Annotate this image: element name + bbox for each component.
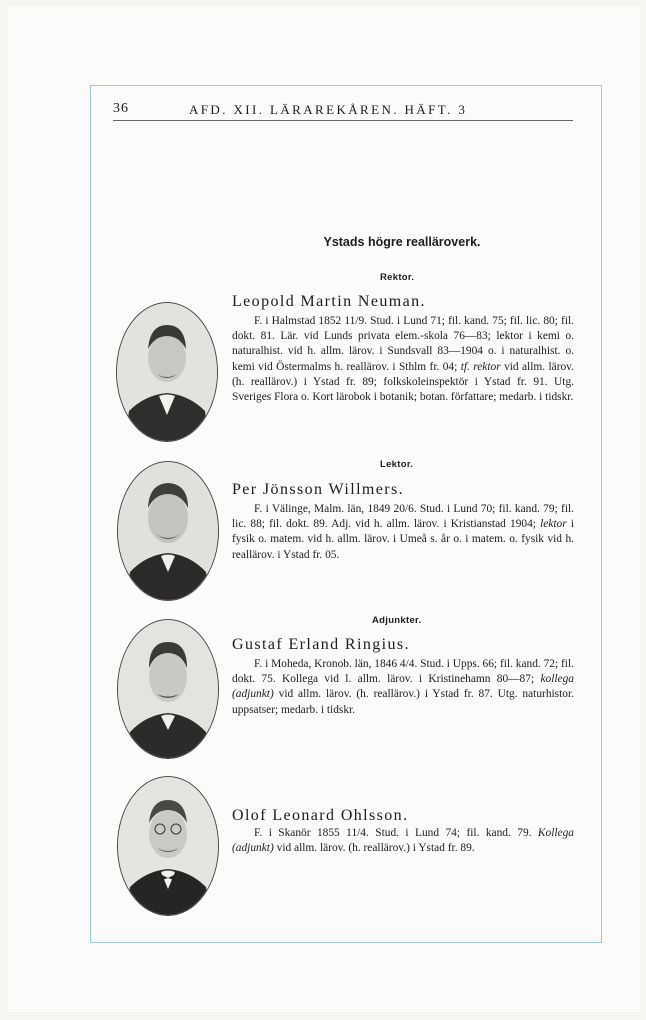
portrait-photo-ohlsson (117, 776, 219, 916)
person-bio-neuman: F. i Halmstad 1852 11/9. Stud. i Lund 71; fil. kand. 75; fil. lic. 80; fil. dokt. 81. Lär. vid Lunds privata elem.-skola 76—83; lektor i kemi o. naturalhist. vid h. allm. lärov. i Sundsvall 83—1904 o. i naturalhist. o. kemi vid Östermalms h. reallärov. i Sthlm fr. 04; tf. rektor vid allm. lärov. (h. reallärov.) i Ystad fr. 89; folkskoleinspektör i Ystad fr. 91. Utg. Sveriges Flora o. Kort lärobok i botanik; botan. författare; medarb. i tidskr. (232, 315, 574, 404)
person-name-willmers: Per Jönsson Willmers. (232, 481, 405, 498)
portrait-photo-willmers (117, 461, 219, 601)
person-bio-ohlsson: F. i Skanör 1855 11/4. Stud. i Lund 74; fil. kand. 79. Kollega (adjunkt) vid allm. lärov. (h. reallärov.) i Ystad fr. 89. (232, 827, 574, 855)
running-title: AFD. XII. LÄRAREKÅREN. HÄFT. 3 (189, 102, 468, 117)
person-bio-ringius: F. i Moheda, Kronob. län, 1846 4/4. Stud. i Upps. 66; fil. kand. 72; fil. dokt. 75. Kollega vid l. allm. lärov. i Kristinehamn 80—87; kollega (adjunkt) vid allm. lärov. (h. reallärov.) i Ystad fr. 87. Utg. naturhistor. uppsatser; medarb. i tidskr. (232, 658, 574, 716)
page-number: 36 (113, 101, 129, 116)
section-label-adjunkter: Adjunkter. (372, 615, 422, 626)
person-name-ringius: Gustaf Erland Ringius. (232, 636, 410, 653)
person-bio-willmers: F. i Välinge, Malm. län, 1849 20/6. Stud. i Lund 70; fil. kand. 79; fil. lic. 88; fil. dokt. 89. Adj. vid h. allm. lärov. i Kristianstad 1904; lektor i fysik o. matem. vid h. allm. lärov. i Umeå s. år o. i matem. o. fysik vid h. reallärov. i Ystad fr. 05. (232, 503, 574, 561)
person-name-neuman: Leopold Martin Neuman. (232, 293, 426, 310)
section-label-rektor: Rektor. (380, 272, 415, 283)
section-label-lektor: Lektor. (380, 459, 414, 470)
header-rule (113, 120, 573, 121)
person-name-ohlsson: Olof Leonard Ohlsson. (232, 807, 409, 824)
portrait-photo-ringius (117, 619, 219, 759)
running-header (113, 101, 573, 121)
school-title: Ystads högre realläroverk. (323, 235, 481, 249)
portrait-photo-neuman (116, 302, 218, 442)
